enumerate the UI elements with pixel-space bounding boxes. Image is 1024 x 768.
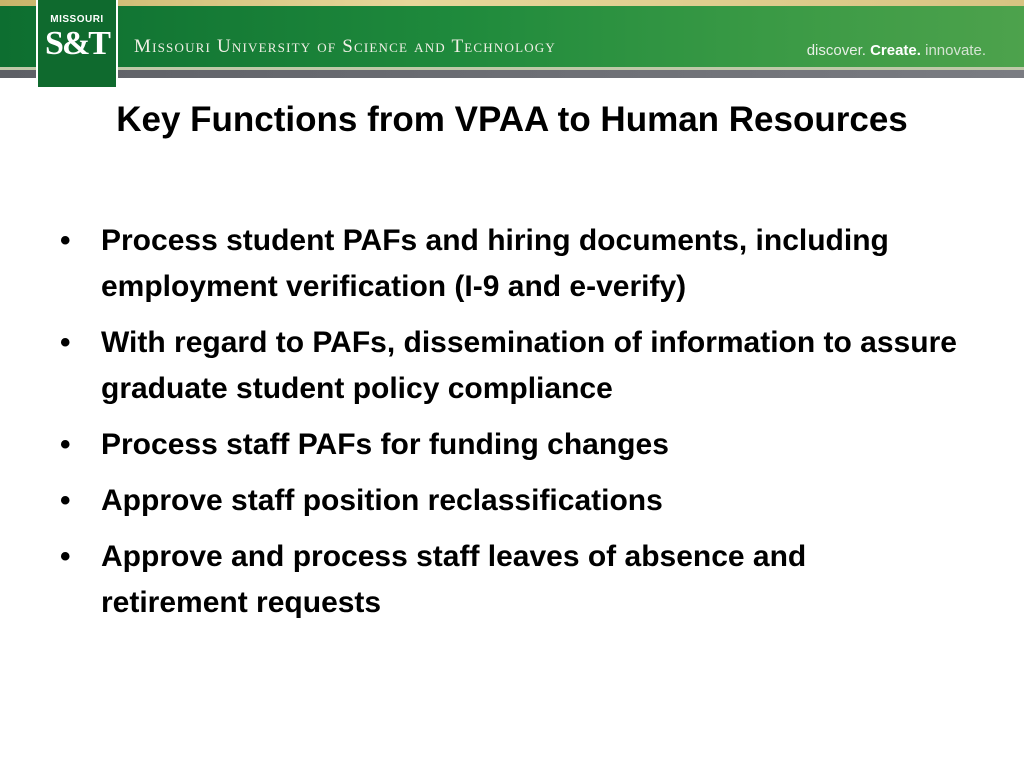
bullet-item xyxy=(60,218,960,310)
bullet-item xyxy=(60,422,960,468)
tagline xyxy=(807,42,986,59)
bullet-text: Approve staff position reclassifications xyxy=(101,484,663,517)
bullet-list xyxy=(60,218,960,636)
bullet-icon: • xyxy=(60,484,71,517)
tagline-discover: discover. xyxy=(806,42,866,59)
header-banner xyxy=(0,6,1024,67)
slide-title: Key Functions from VPAA to Human Resources xyxy=(116,100,908,139)
bullet-text: Approve and process staff leaves of absence and retirement requests xyxy=(101,540,807,619)
header-gray-band xyxy=(0,70,1024,78)
bullet-icon: • xyxy=(60,224,71,257)
bullet-icon: • xyxy=(60,326,71,359)
bullet-icon: • xyxy=(60,540,71,573)
university-logo xyxy=(36,0,118,89)
logo-main-text: S&T xyxy=(45,25,109,62)
bullet-item xyxy=(60,320,960,412)
logo-top-text: MISSOURI xyxy=(50,14,104,25)
tagline-innovate: innovate. xyxy=(925,42,986,59)
bullet-text: Process student PAFs and hiring documents, including employment verification (I-9 and e-verify) xyxy=(101,224,889,303)
bullet-item xyxy=(60,478,960,524)
bullet-item xyxy=(60,534,960,626)
tagline-create: Create. xyxy=(870,42,921,59)
bullet-text: With regard to PAFs, dissemination of information to assure graduate student policy compliance xyxy=(101,326,957,405)
bullet-text: Process staff PAFs for funding changes xyxy=(101,428,669,461)
bullet-icon: • xyxy=(60,428,71,461)
university-name: Missouri University of Science and Technology xyxy=(134,36,556,57)
